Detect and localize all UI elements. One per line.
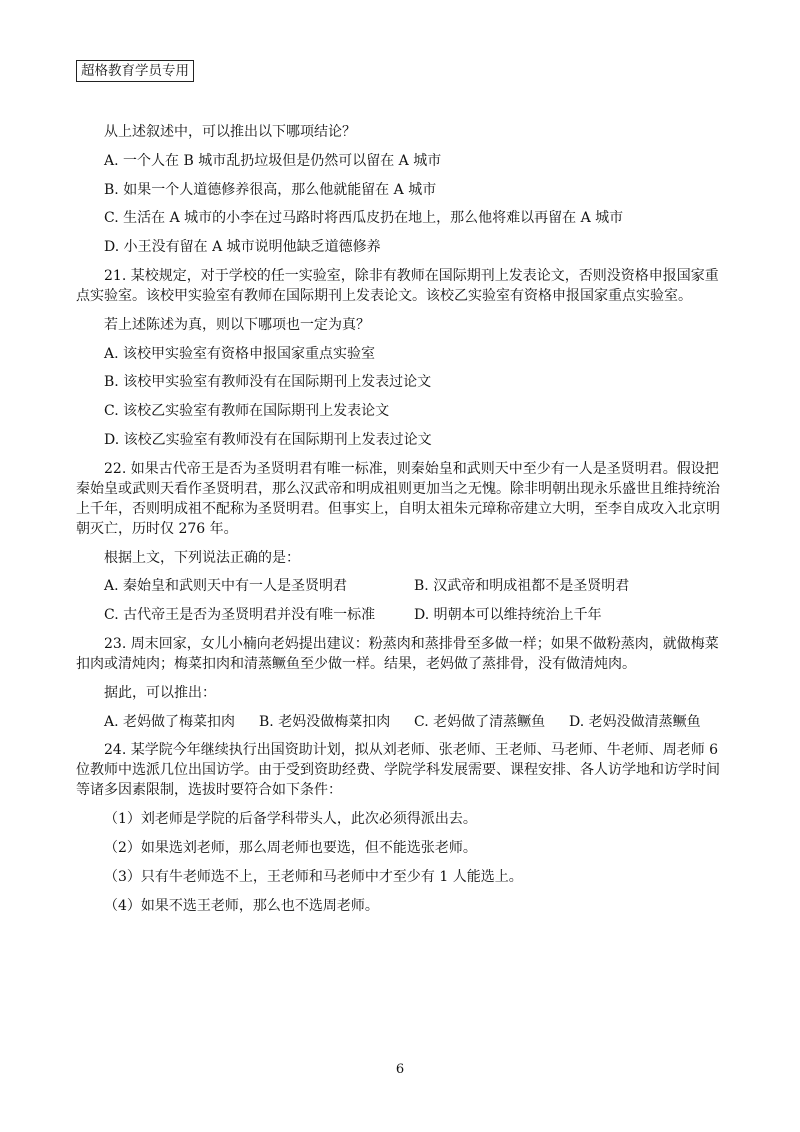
q22-option-b: B. 汉武帝和明成祖都不是圣贤明君: [414, 578, 630, 595]
q22-options-row-2: [76, 605, 724, 625]
q22-options-row-1: [76, 576, 724, 596]
q23-option-a: A. 老妈做了梅菜扣肉: [104, 713, 236, 730]
q24-condition-2: （2）如果选刘老师，那么周老师也要选，但不能选张老师。: [104, 839, 477, 856]
q22-prompt: 根据上文，下列说法正确的是：: [104, 549, 300, 566]
q22-stem: 22. 如果古代帝王是否为圣贤明君有唯一标准，则秦始皇和武则天中至少有一人是圣贤明君。假设把秦始皇或武则天看作圣贤明君，那么汉武帝和明成祖则更加当之无愧。除非明朝出现永乐盛世且维持统治上千年，否则明成祖不配称为圣贤明君。但事实上，自明太祖朱元璋称帝建立大明，至李自成攻入北京明朝灭亡，历时仅 276 年。: [76, 460, 720, 537]
q23-options-row: [76, 712, 724, 732]
q22-option-c: C. 古代帝王是否为圣贤明君并没有唯一标准: [104, 607, 376, 624]
q20-option-a: A. 一个人在 B 城市乱扔垃圾但是仍然可以留在 A 城市: [104, 152, 442, 169]
q24-stem: 24. 某学院今年继续执行出国资助计划，拟从刘老师、张老师、王老师、马老师、牛老师、周老师 6 位教师中选派几位出国访学。由于受到资助经费、学院学科发展需要、课程安排、各人访学地和访学时间等诸多因素限制，选拔时要符合如下条件：: [76, 742, 720, 799]
q22-option-d: D. 明朝本可以维持统治上千年: [414, 607, 602, 624]
q21-option-c: C. 该校乙实验室有教师在国际期刊上发表论文: [104, 403, 390, 420]
header-label: 超格教育学员专用: [76, 60, 194, 82]
q20-option-b: B. 如果一个人道德修养很高，那么他就能留在 A 城市: [104, 181, 437, 198]
q23-option-b: B. 老妈没做梅菜扣肉: [259, 713, 391, 730]
q23-option-c: C. 老妈做了清蒸鳜鱼: [414, 713, 546, 730]
page-content: [76, 122, 724, 916]
q22-option-a: A. 秦始皇和武则天中有一人是圣贤明君: [104, 578, 348, 595]
page-number: 6: [395, 1062, 405, 1077]
q23-option-d: D. 老妈没做清蒸鳜鱼: [569, 713, 701, 730]
q23-stem: 23. 周末回家，女儿小楠向老妈提出建议：粉蒸肉和蒸排骨至多做一样；如果不做粉蒸肉，就做梅菜扣肉或清炖肉；梅菜扣肉和清蒸鳜鱼至少做一样。结果，老妈做了蒸排骨，没有做清炖肉。: [76, 635, 719, 672]
q21-option-d: D. 该校乙实验室有教师没有在国际期刊上发表过论文: [104, 431, 432, 448]
q20-prompt: 从上述叙述中，可以推出以下哪项结论？: [104, 124, 356, 140]
q24-condition-4: （4）如果不选王老师，那么也不选周老师。: [104, 897, 379, 914]
q23-prompt: 据此，可以推出：: [104, 684, 216, 701]
q24-condition-1: （1）刘老师是学院的后备学科带头人，此次必须得派出去。: [104, 811, 477, 828]
q20-option-c: C. 生活在 A 城市的小李在过马路时将西瓜皮扔在地上，那么他将难以再留在 A 城市: [104, 210, 624, 227]
q20-option-d: D. 小王没有留在 A 城市说明他缺乏道德修养: [104, 239, 381, 256]
q21-option-a: A. 该校甲实验室有资格申报国家重点实验室: [104, 345, 376, 362]
q21-prompt: 若上述陈述为真，则以下哪项也一定为真？: [104, 316, 370, 333]
q24-condition-3: （3）只有牛老师选不上，王老师和马老师中才至少有 1 人能选上。: [104, 868, 523, 885]
q21-stem: 21. 某校规定，对于学校的任一实验室，除非有教师在国际期刊上发表论文，否则没资格申报国家重点实验室。该校甲实验室有教师在国际期刊上发表论文。该校乙实验室有资格申报国家重点实验室。: [76, 267, 719, 304]
q21-option-b: B. 该校甲实验室有教师没有在国际期刊上发表过论文: [104, 374, 432, 391]
